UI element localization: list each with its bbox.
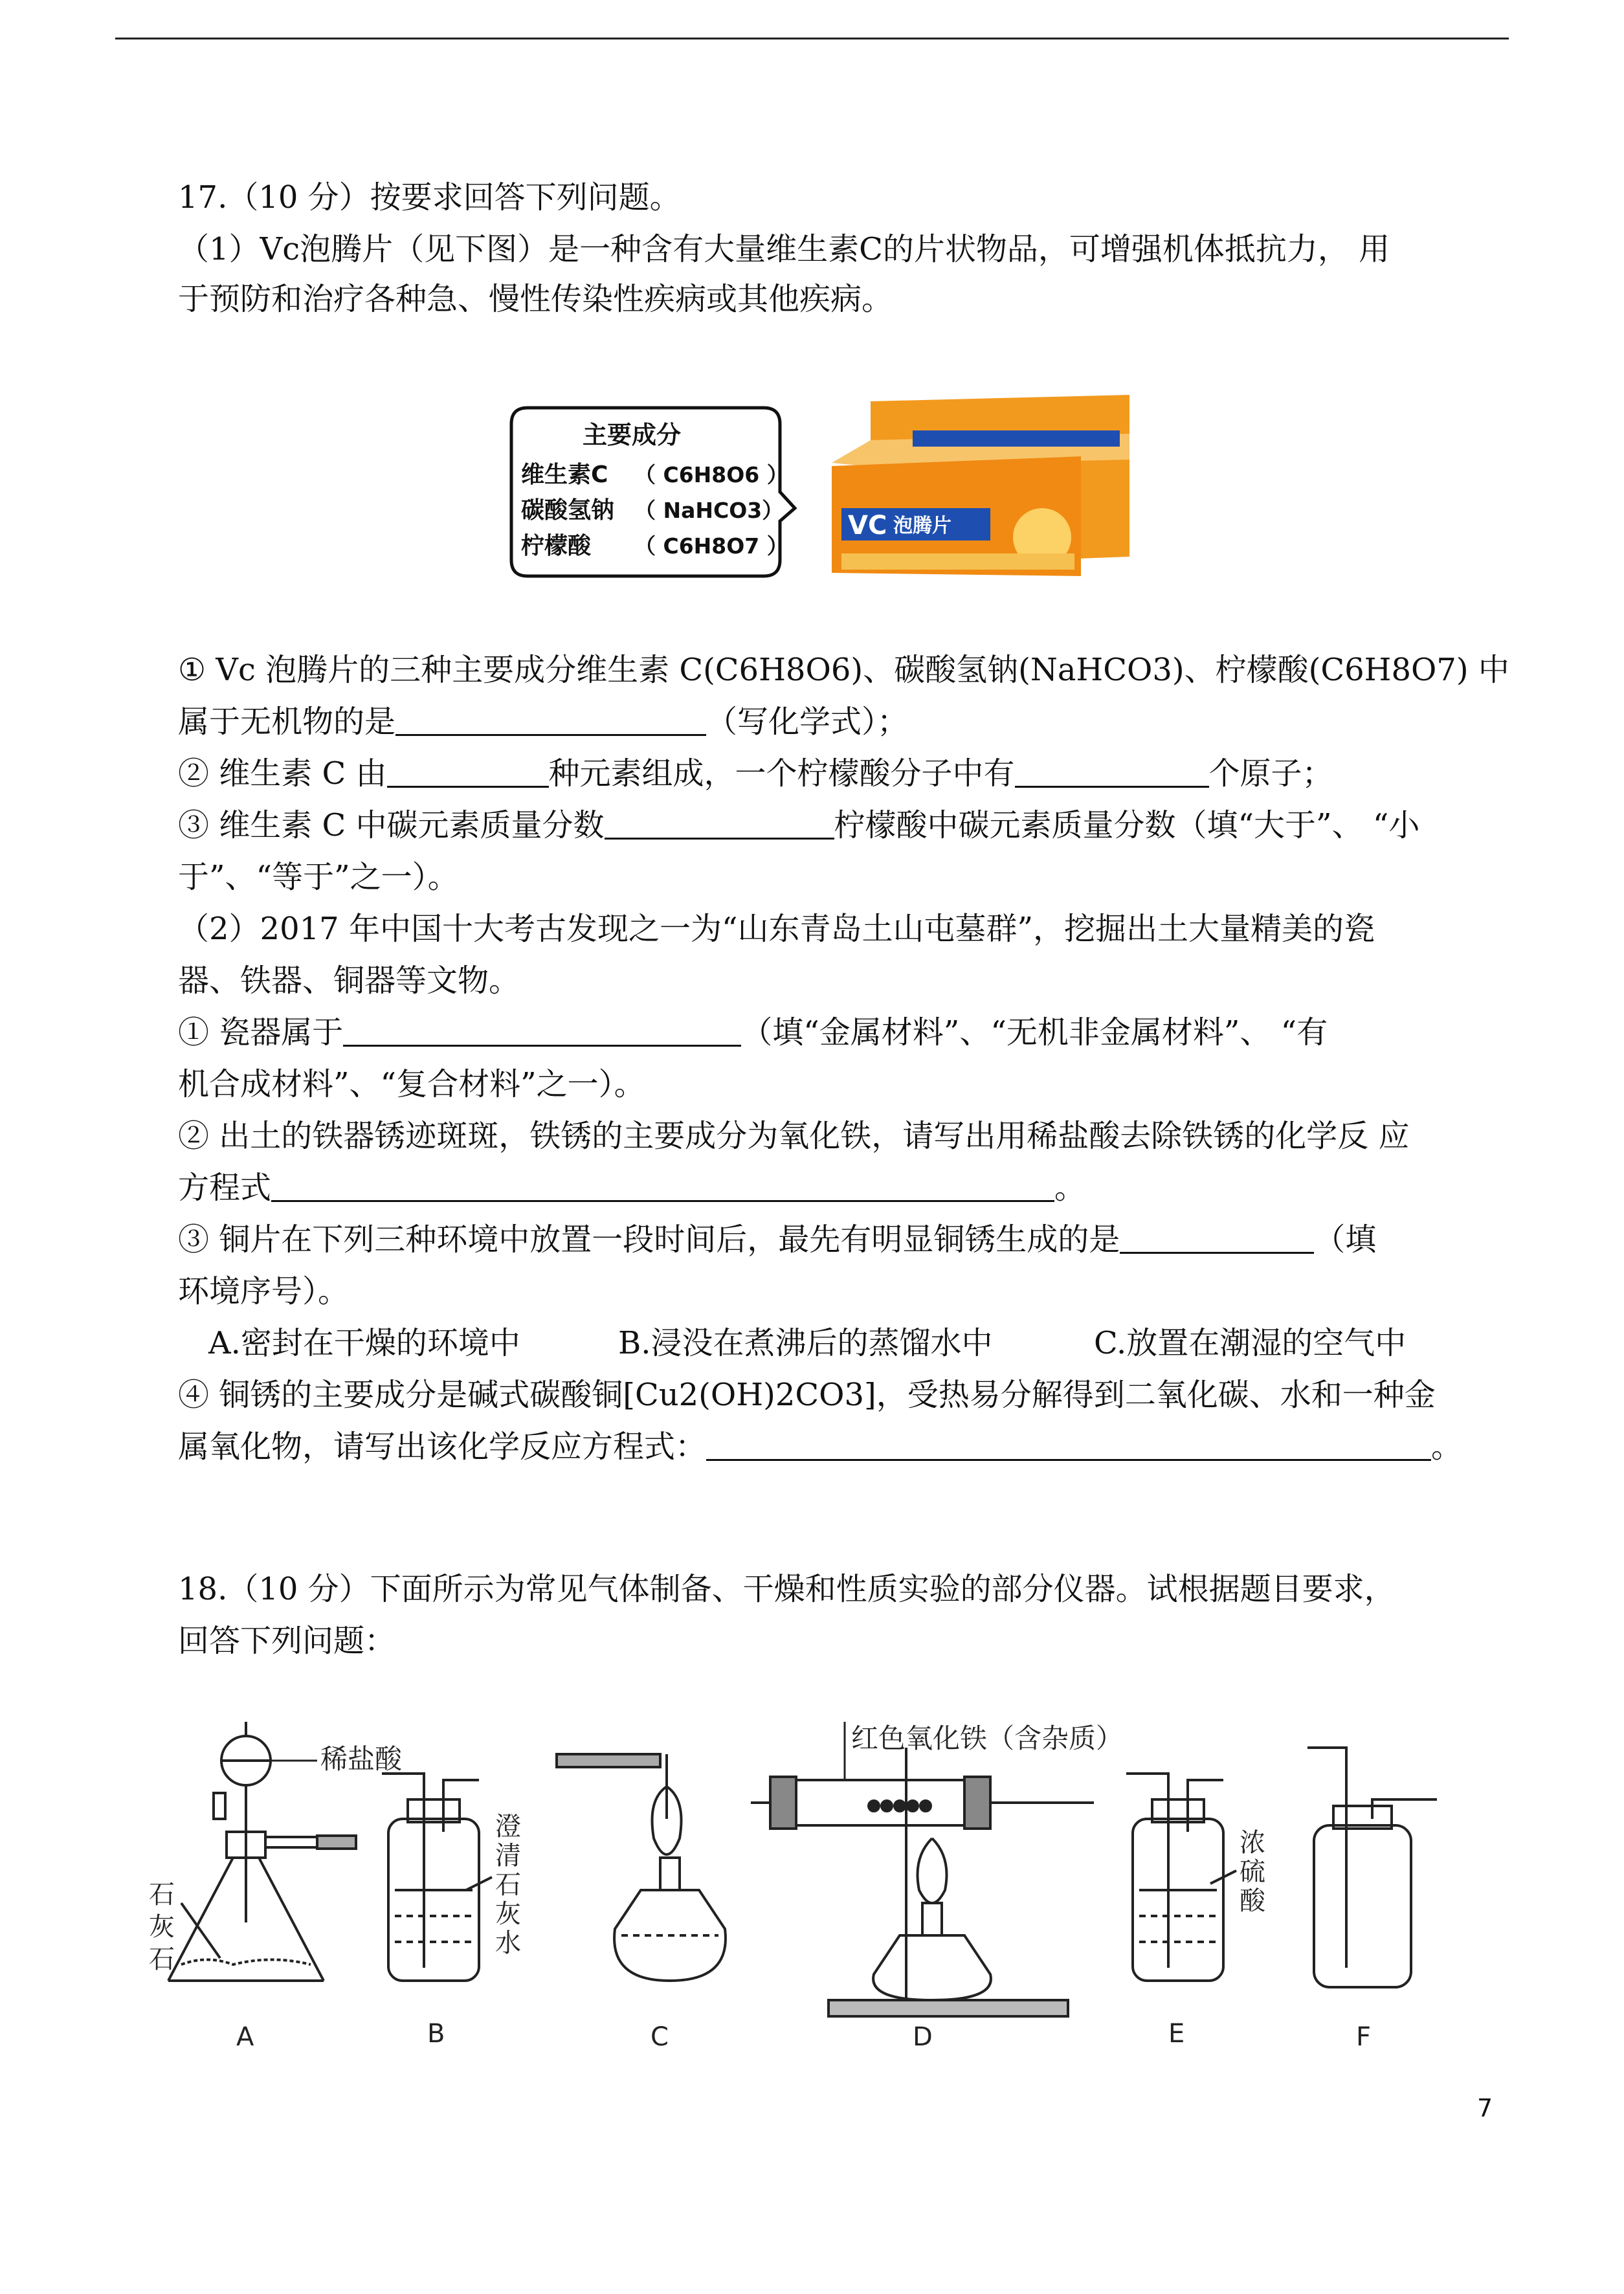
q17-title: 17.（10 分）按要求回答下列问题。 [178,179,681,216]
label-limestone-2: 灰 [149,1912,175,1942]
label-limewater-5: 水 [495,1928,521,1958]
vc-figure [498,388,1146,596]
q17-s3-line2: 环境序号）。 [178,1273,350,1309]
apparatus-label-b: B [427,2019,445,2049]
answer-blank-inorganic[interactable] [395,704,706,736]
q18-line2: 回答下列问题： [178,1623,396,1659]
callout-title: 主要成分 [583,421,682,449]
label-limewater-2: 清 [495,1841,521,1871]
label-limewater-4: 灰 [495,1899,521,1929]
label-conc-h2so4-1: 浓 [1240,1828,1265,1858]
q17-s4-line1: ④ 铜锈的主要成分是碱式碳酸铜[Cu2(OH)2CO3]，受热易分解得到二氧化碳、水和一种金 [178,1377,1436,1413]
label-limestone-1: 石 [149,1880,175,1910]
ingredient-formula-3: （ C6H8O7 ） [634,533,788,559]
q17-s2-line1: ② 出土的铁器锈迹斑斑，铁锈的主要成分为氧化铁，请写出用稀盐酸去除铁锈的化学反 应 [178,1118,1410,1154]
answer-blank-element-count[interactable] [387,756,549,788]
option-c: C.放置在潮湿的空气中 [1094,1325,1407,1361]
ingredient-name-1: 维生素C [521,462,608,488]
label-conc-h2so4-3: 酸 [1240,1886,1265,1916]
apparatus-e [1126,1774,1236,1981]
q17-3-line2: 于”、“等于”之一）。 [178,859,459,895]
apparatus-figure [129,1709,1489,2071]
label-limewater-3: 石 [495,1870,521,1900]
q18-line1: 18.（10 分）下面所示为常见气体制备、干燥和性质实验的部分仪器。试根据题目要求， [178,1571,1396,1607]
page-number: 7 [1477,2094,1493,2122]
apparatus-f [1307,1748,1437,1987]
label-limestone-3: 石 [149,1944,175,1974]
apparatus-label-d: D [913,2022,933,2052]
apparatus-c [557,1754,726,1981]
package-name: 泡腾片 [893,515,951,537]
answer-blank-material[interactable] [343,1015,741,1047]
q17-2-line: ② 维生素 C 由 种元素组成，一个柠檬酸分子中有 个原子； [178,755,1333,792]
label-dilute-hcl: 稀盐酸 [320,1743,403,1775]
q17-part1-line1: （1）Vc泡腾片（见下图）是一种含有大量维生素C的片状物品，可增强机体抵抗力， 用 [178,231,1390,267]
q17-part2-line1: （2）2017 年中国十大考古发现之一为“山东青岛土山屯墓群”，挖掘出土大量精美的瓷 [178,911,1375,947]
ingredient-name-2: 碳酸氢钠 [521,497,615,524]
apparatus-label-f: F [1356,2022,1372,2052]
q17-1-line2: 属于无机物的是 （写化学式）； [178,704,909,740]
vc-package [832,395,1129,576]
q17-s4-line2: 属氧化物，请写出该化学反应方程式： 。 [178,1429,1463,1465]
answer-blank-atom-count[interactable] [1015,756,1209,788]
q17-s1-line1: ① 瓷器属于 （填“金属材料”、“无机非金属材料”、 “有 [178,1014,1328,1051]
answer-blank-rust-equation[interactable] [271,1170,1054,1202]
q17-s2-line2: 方程式 。 [178,1170,1086,1206]
ingredient-formula-1: （ C6H8O6 ） [634,462,788,487]
answer-blank-environment[interactable] [1120,1222,1314,1254]
option-b: B.浸没在煮沸后的蒸馏水中 [618,1325,993,1361]
q17-part1-line2: 于预防和治疗各种急、慢性传染性疾病或其他疾病。 [178,281,893,317]
label-iron-oxide: 红色氧化铁（含杂质） [851,1722,1124,1754]
apparatus-label-c: C [651,2022,669,2052]
label-limewater-1: 澄 [495,1812,521,1842]
label-conc-h2so4-2: 硫 [1240,1857,1265,1887]
apparatus-label-a: A [236,2022,254,2052]
option-a: A.密封在干燥的环境中 [208,1325,520,1361]
header-rule [115,38,1509,39]
q17-s3-line1: ③ 铜片在下列三种环境中放置一段时间后，最先有明显铜锈生成的是 （填 [178,1221,1377,1258]
package-brand: VC [848,511,887,540]
q17-s1-line2: 机合成材料”、“复合材料”之一）。 [178,1066,645,1102]
answer-blank-compare[interactable] [605,808,834,840]
q17-3-line1: ③ 维生素 C 中碳元素质量分数 柠檬酸中碳元素质量分数（填“大于”、 “小 [178,807,1420,843]
apparatus-label-e: E [1168,2019,1185,2049]
q17-1-line1: ① Vc 泡腾片的三种主要成分维生素 C(C6H8O6)、碳酸氢钠(NaHCO3)、柠檬酸(C6H8O7) 中 [178,652,1509,688]
ingredient-formula-2: （ NaHCO3） [634,498,784,523]
apparatus-d [751,1748,1094,2016]
answer-blank-decomposition-equation[interactable] [706,1429,1431,1461]
ingredient-name-3: 柠檬酸 [521,533,592,559]
q17-part2-line2: 器、铁器、铜器等文物。 [178,963,520,999]
apparatus-b [382,1774,492,1981]
